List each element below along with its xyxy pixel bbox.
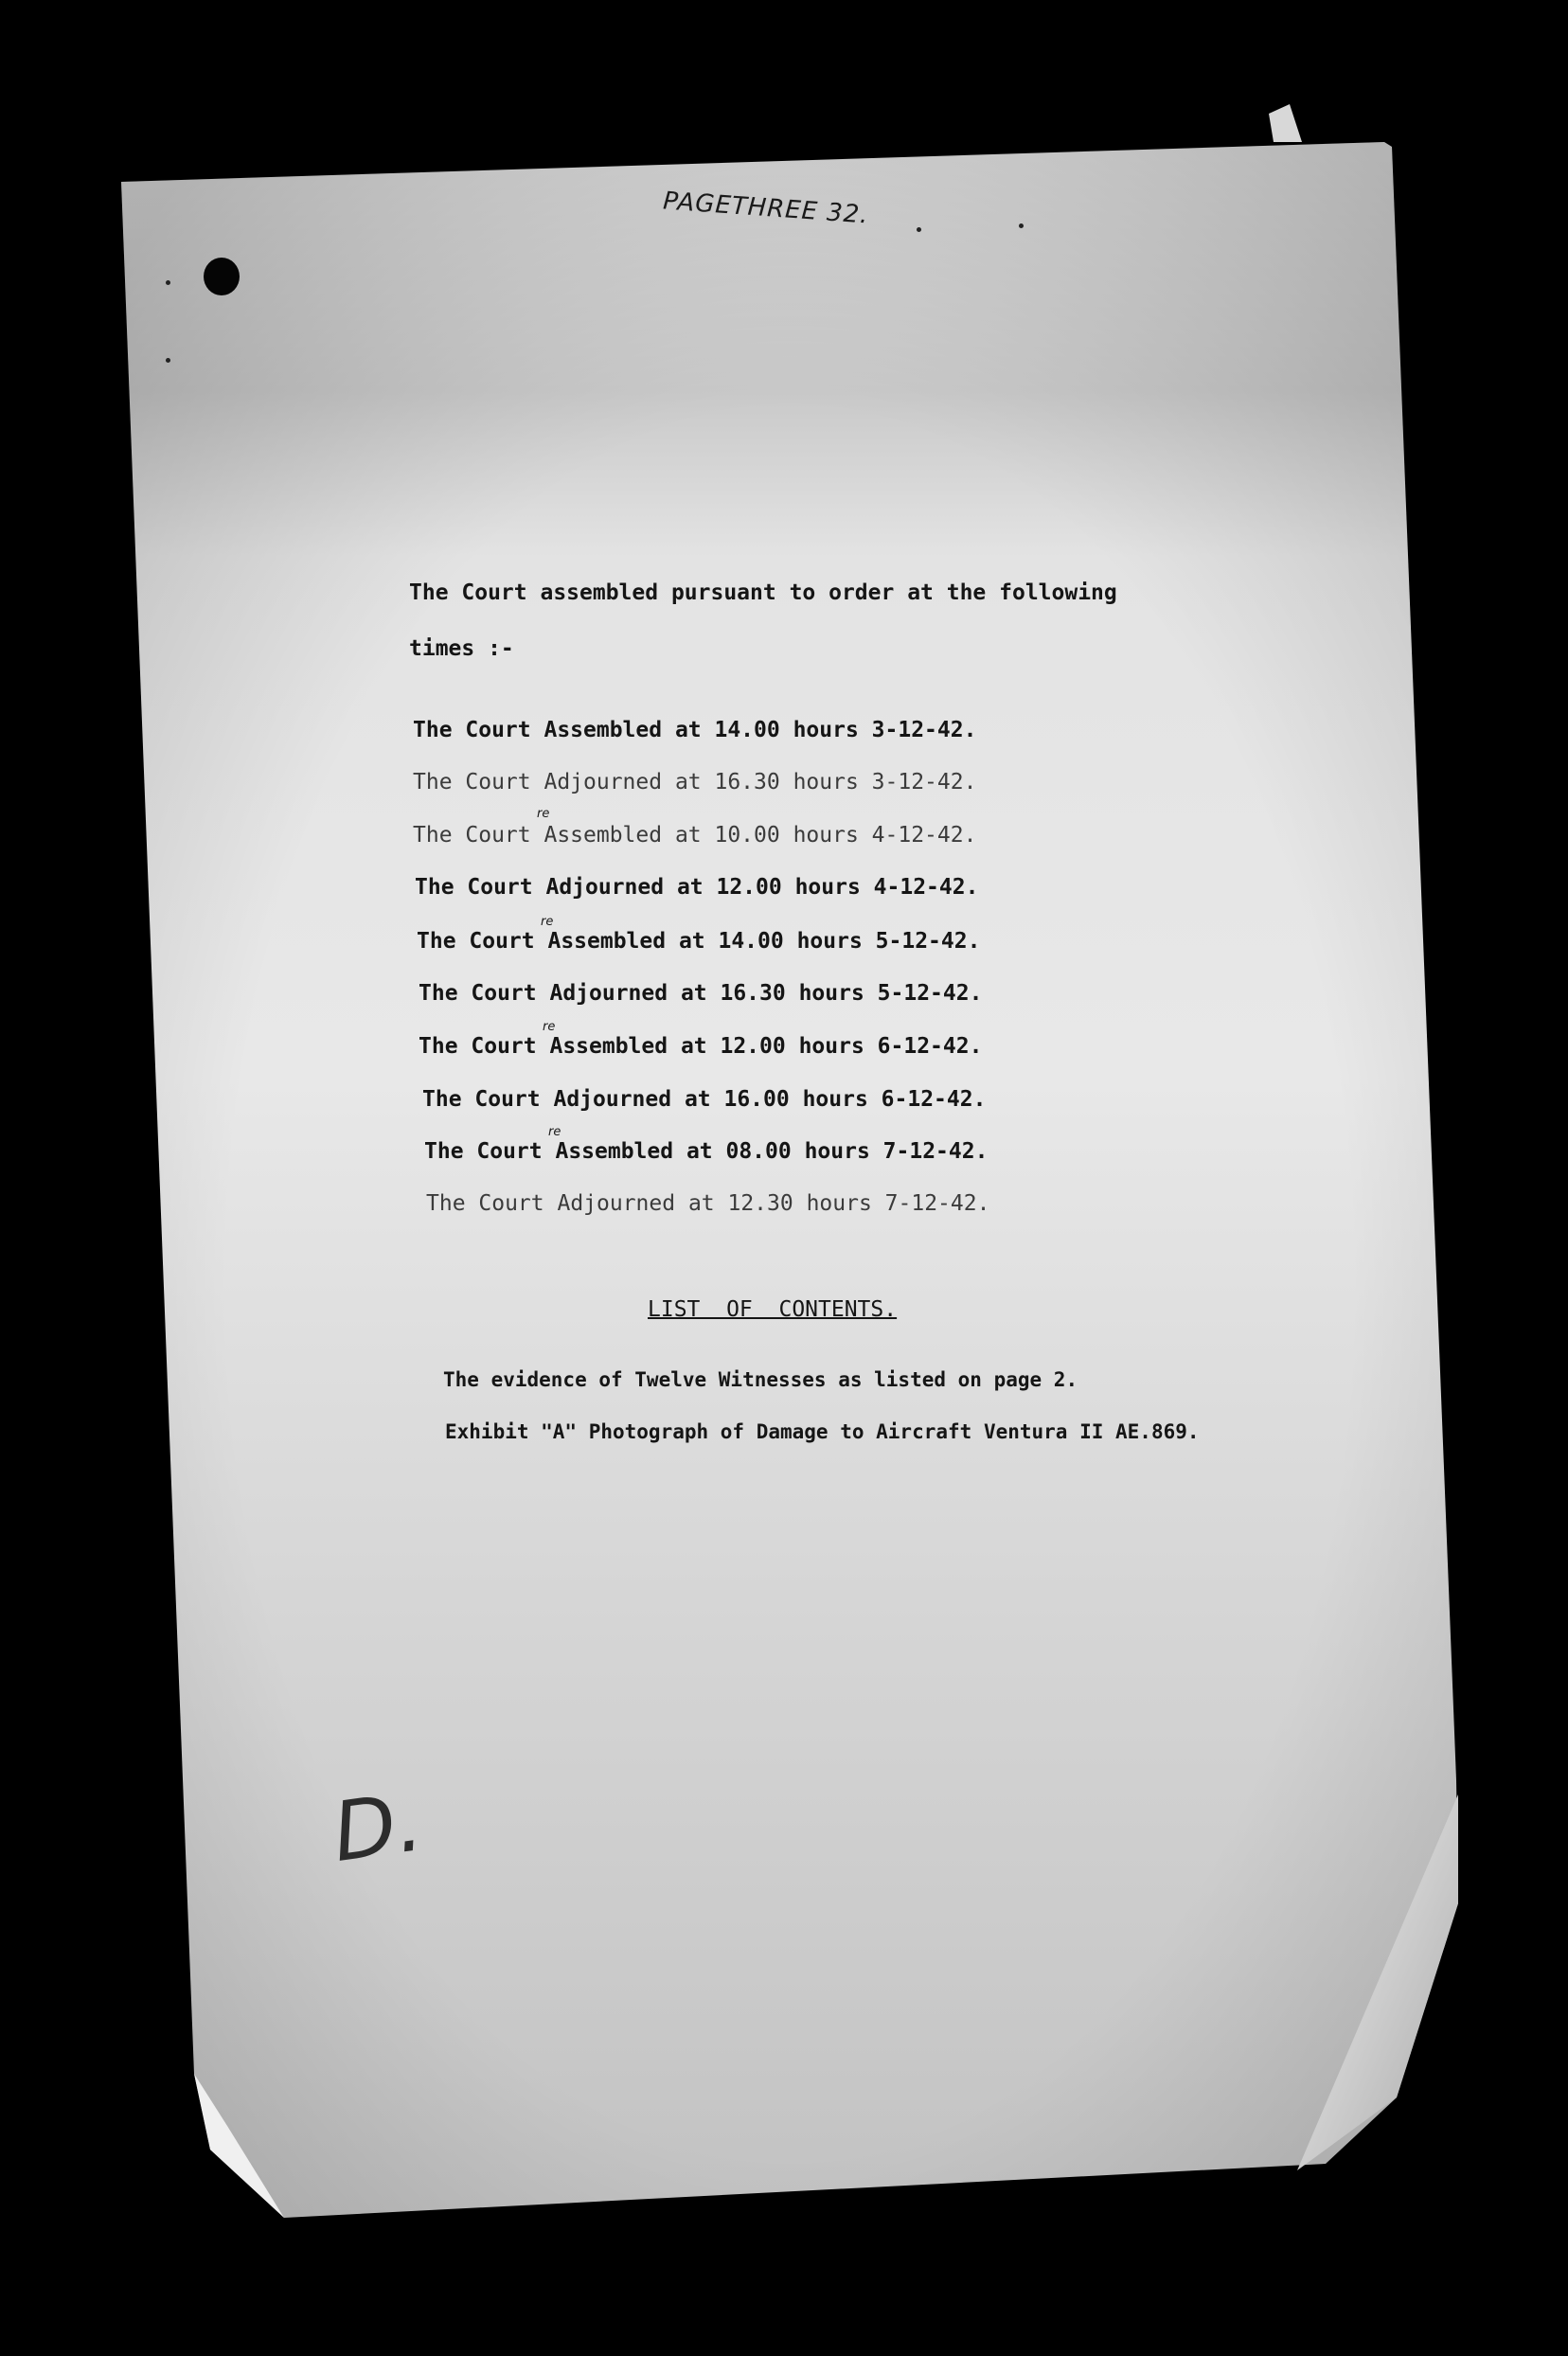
superscript-re: re (537, 807, 550, 821)
session-line: The Court Adjourned at 16.30 hours 3-12-42. (413, 770, 977, 794)
session-line: The Court Assembled at 08.00 hours 7-12-42. (424, 1139, 989, 1164)
handwritten-margin-mark: D. (327, 1774, 429, 1882)
superscript-re: re (548, 1125, 561, 1139)
contents-heading: LIST OF CONTENTS. (648, 1297, 898, 1322)
intro-line-2: times :- (409, 636, 514, 661)
superscript-re: re (541, 915, 554, 929)
session-line: The Court Adjourned at 12.00 hours 4-12-42. (415, 875, 979, 900)
session-line: The Court Assembled at 14.00 hours 5-12-42. (417, 929, 981, 954)
session-line: The Court Adjourned at 12.30 hours 7-12-42. (426, 1191, 990, 1216)
superscript-re: re (543, 1020, 556, 1034)
intro-line-1: The Court assembled pursuant to order at the following (409, 580, 1117, 605)
contents-item: Exhibit "A" Photograph of Damage to Aircraft Ventura II AE.869. (445, 1420, 1200, 1443)
handwritten-page-note: PAGETHREE 32. (662, 187, 870, 230)
session-line: The Court Assembled at 10.00 hours 4-12-42. (413, 823, 977, 848)
contents-item: The evidence of Twelve Witnesses as listed on page 2. (443, 1368, 1078, 1391)
session-line: The Court Adjourned at 16.30 hours 5-12-42. (419, 981, 983, 1006)
session-line: The Court Adjourned at 16.00 hours 6-12-42. (422, 1087, 987, 1112)
session-line: The Court Assembled at 12.00 hours 6-12-42. (419, 1034, 983, 1059)
session-line: The Court Assembled at 14.00 hours 3-12-42. (413, 718, 977, 742)
